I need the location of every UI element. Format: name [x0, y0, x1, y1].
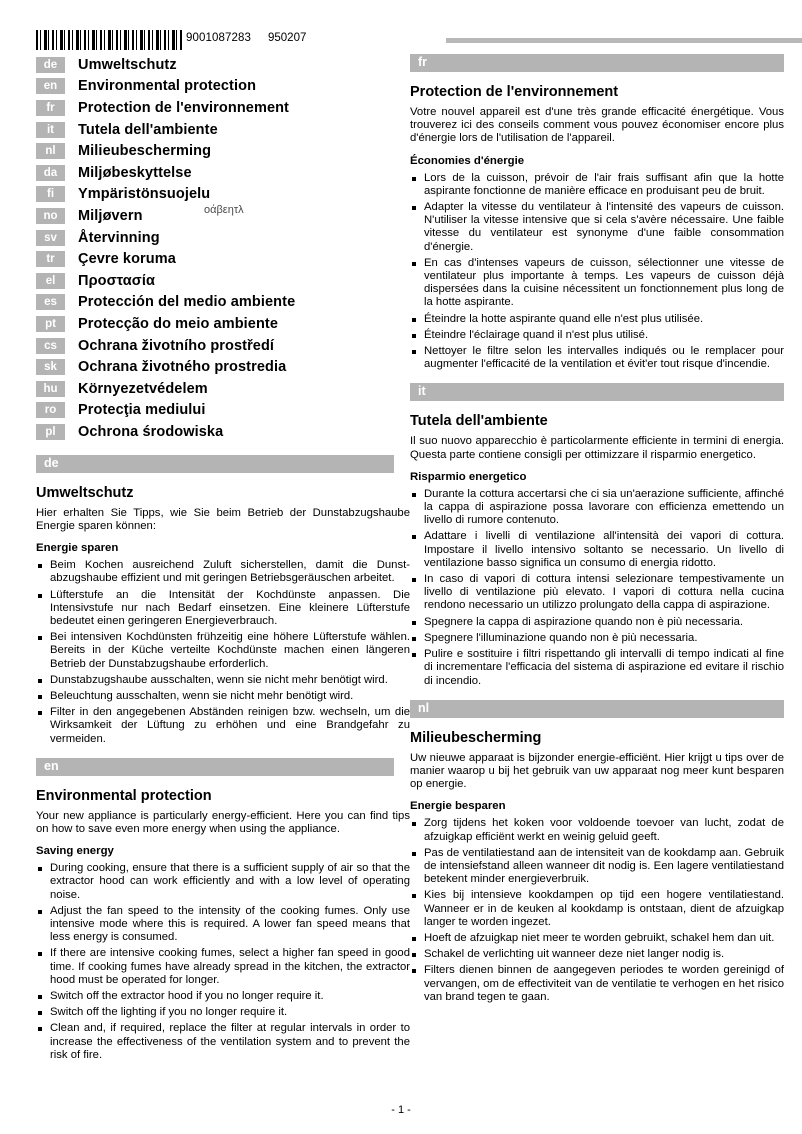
list-item: Switch off the lighting if you no longer require it.: [36, 1006, 410, 1019]
toc-item-en[interactable]: [36, 76, 410, 98]
toc-item-sv[interactable]: [36, 227, 410, 249]
list-item: Pulire e sostituire i filtri rispettando gli intervalli di tempo indicati al fine di incrementare l'efficacia del sistema di aspirazione ed evitare il rischio di incendio.: [410, 648, 784, 688]
section-bullets-fr: [410, 172, 784, 372]
list-item: Durante la cottura accertarsi che ci sia un'aerazione sufficiente, affinché la cappa di aspirazione possa lavorare con efficienza emettendo un livello di rumore contenuto.: [410, 488, 784, 528]
section-intro-en: Your new appliance is particularly energy-efficient. Here you can find tips on how to save even more energy when using the appliance.: [36, 809, 410, 835]
list-item: Bei intensiven Kochdünsten frühzeitig eine höhere Lüfterstufe wählen. Bereits in der Küche verteilte Kochdünste machen einen längeren Betrieb der Dunstabzugshaube erforderlich.: [36, 631, 410, 671]
list-item: Pas de ventilatiestand aan de intensiteit van de kookdamp aan. Gebruik de intensiefstand alleen wanneer dit nodig is. Een lagere ventilatiestand betekent minder energieverbruik.: [410, 847, 784, 887]
language-toc: [36, 54, 410, 443]
lang-chip-da: da: [36, 165, 65, 181]
toc-item-de[interactable]: [36, 54, 410, 76]
section-title-en: Environmental protection: [36, 787, 212, 804]
toc-item-cs[interactable]: [36, 335, 410, 357]
section-intro-fr: Votre nouvel appareil est d'une très grande efficacité énergétique. Vous trouverez ici des conseils comment vous pouvez économiser encore plus d'énergie lors de l'utilisation de l'appareil.: [410, 106, 784, 145]
toc-item-no[interactable]: [36, 205, 410, 227]
section-subtitle-en: Saving energy: [36, 845, 114, 858]
list-item: Éteindre l'éclairage quand il n'est plus utilisé.: [410, 329, 784, 342]
section-code-fr: fr: [418, 55, 428, 69]
lang-chip-de: de: [36, 57, 65, 73]
page-number: - 1 -: [391, 1104, 411, 1116]
section-intro-it: Il suo nuovo apparecchio è particolarmente efficiente in termini di energia. Questa parte contiene consigli per ottimizzare il risparmio energetico.: [410, 435, 784, 461]
list-item: Adjust the fan speed to the intensity of the cooking fumes. Only use intensive mode where this is required. A lower fan speed means that less energy is consumed.: [36, 905, 410, 945]
toc-title-nl: Milieubescherming: [78, 143, 212, 160]
section-code-nl: nl: [418, 700, 430, 715]
lang-chip-pl: pl: [36, 424, 65, 440]
barcode-number: 9001087283: [186, 32, 251, 44]
section-title-fr: Protection de l'environnement: [410, 84, 619, 100]
section-bullets-de: [36, 559, 410, 746]
toc-title-ro: Protecţia mediului: [78, 402, 206, 419]
toc-title-sk: Ochrana životného prostredia: [78, 359, 287, 376]
toc-title-de: Umweltschutz: [78, 56, 177, 73]
lang-chip-sv: sv: [36, 230, 65, 246]
list-item: Schakel de verlichting uit wanneer deze niet langer nodig is.: [410, 948, 784, 961]
toc-title-fr: Protection de l'environnement: [78, 99, 289, 116]
section-bullets-en: [36, 862, 410, 1062]
section-intro-nl: Uw nieuwe apparaat is bijzonder energie-efficiënt. Hier krijgt u tips over de manier waarop u bij het gebruik van uw apparaat nog meer kunt besparen op energie.: [410, 751, 784, 791]
lang-chip-hu: hu: [36, 381, 65, 397]
list-item: During cooking, ensure that there is a sufficient supply of air so that the extractor hood can work efficiently and with a low level of operating noise.: [36, 862, 410, 902]
list-item: Clean and, if required, replace the filter at regular intervals in order to increase the effectiveness of the ventilation system and to prevent the risk of fire.: [36, 1022, 410, 1062]
list-item: Zorg tijdens het koken voor voldoende toevoer van lucht, zodat de afzuigkap efficiënt werkt en weinig geluid geeft.: [410, 817, 784, 843]
toc-title-pl: Ochrona środowiska: [78, 423, 224, 440]
list-item: In caso di vapori di cottura intensi selezionare tempestivamente un livello di ventilazione più elevato. I vapori di cottura nella cucina rendono necessario un utilizzo prolungato della cappa di aspirazione.: [410, 573, 784, 613]
section-subtitle-de: Energie sparen: [36, 542, 119, 555]
toc-title-cs: Ochrana životního prostředí: [78, 337, 275, 354]
toc-title-fi: Ympäristönsuojelu: [78, 186, 211, 203]
toc-watermark-text: οάβεητλ: [204, 204, 244, 216]
section-subtitle-fr: Économies d'énergie: [410, 154, 525, 167]
toc-title-hu: Környezetvédelem: [78, 380, 208, 397]
section-code-en: en: [44, 758, 59, 773]
lang-chip-it: it: [36, 122, 65, 138]
list-item: Adattare i livelli di ventilazione all'intensità dei vapori di cottura. Impostare il livello intensivo soltanto se necessario. Un livello di ventilazione basso significa un consumo di energia ridotto.: [410, 530, 784, 570]
toc-item-sk[interactable]: [36, 356, 410, 378]
section-header-en: [36, 758, 394, 776]
section-bullets-it: [410, 488, 784, 688]
section-header-fr: [410, 54, 784, 72]
toc-item-tr[interactable]: [36, 248, 410, 270]
list-item: Kies bij intensieve kookdampen op tijd een hogere ventilatiestand. Wanneer er in de keuken al kookdamp is ontstaan, dient de afzuigkap langer te worden ingezet.: [410, 889, 784, 929]
section-bullets-nl: [410, 817, 784, 1004]
toc-title-pt: Protecção do meio ambiente: [78, 315, 279, 332]
lang-chip-fi: fi: [36, 186, 65, 202]
section-title-de: Umweltschutz: [36, 484, 134, 501]
list-item: Spegnere la cappa di aspirazione quando non è più necessaria.: [410, 616, 784, 629]
list-item: Spegnere l'illuminazione quando non è più necessaria.: [410, 632, 784, 645]
toc-title-es: Protección del medio ambiente: [78, 294, 296, 311]
toc-title-no: Miljøvern: [78, 207, 143, 224]
toc-item-nl[interactable]: [36, 140, 410, 162]
section-subtitle-nl: Energie besparen: [410, 800, 506, 813]
section-subtitle-it: Risparmio energetico: [410, 470, 527, 483]
lang-chip-cs: cs: [36, 338, 65, 354]
lang-chip-sk: sk: [36, 359, 65, 375]
list-item: Filter in den angegebenen Abständen reinigen bzw. wechseln, um die Wirksamkeit der Lüftung zu erhöhen und eine Brandgefahr zu vermeiden.: [36, 706, 410, 746]
list-item: Adapter la vitesse du ventilateur à l'intensité des vapeurs de cuisson. N'utiliser la vitesse intensive que si cela s'avère nécessaire. Une faible vitesse du ventilateur est synonyme d'une faible consommation d'énergie.: [410, 201, 784, 254]
section-intro-de: Hier erhalten Sie Tipps, wie Sie beim Betrieb der Dunstabzugshaube Energie sparen können:: [36, 506, 410, 532]
toc-item-el[interactable]: [36, 270, 410, 292]
section-header-de: [36, 455, 394, 473]
toc-item-fr[interactable]: [36, 97, 410, 119]
section-code-it: it: [418, 384, 426, 399]
lang-chip-en: en: [36, 78, 65, 94]
list-item: Hoeft de afzuigkap niet meer te worden gebruikt, schakel hem dan uit.: [410, 932, 784, 945]
section-header-it: [410, 383, 784, 401]
lang-chip-tr: tr: [36, 251, 65, 267]
list-item: Switch off the extractor hood if you no longer require it.: [36, 990, 410, 1003]
section-title-nl: Milieubescherming: [410, 729, 542, 746]
right-column: [410, 54, 784, 1007]
lang-chip-es: es: [36, 294, 65, 310]
toc-item-pl[interactable]: [36, 421, 410, 443]
toc-title-da: Miljøbeskyttelse: [78, 164, 192, 181]
left-column: [36, 54, 410, 1065]
list-item: Nettoyer le filtre selon les intervalles indiqués ou le remplacer pour augmenter l'efficacité de la ventilation et évit'er tout risque d'incendie.: [410, 345, 784, 371]
list-item: Filters dienen binnen de aangegeven periodes te worden gereinigd of vervangen, om de effectiviteit van de ventilatie te verhogen en het risico van brand tegen te gaan.: [410, 964, 784, 1004]
list-item: If there are intensive cooking fumes, select a higher fan speed in good time. If cooking fumes have already spread in the kitchen, the extractor hood must be operated for longer.: [36, 947, 410, 987]
list-item: Beleuchtung ausschalten, wenn sie nicht mehr benötigt wird.: [36, 690, 410, 703]
toc-item-da[interactable]: [36, 162, 410, 184]
lang-chip-no: no: [36, 208, 65, 224]
toc-item-es[interactable]: [36, 292, 410, 314]
header-rule: [446, 38, 802, 43]
toc-item-fi[interactable]: [36, 184, 410, 206]
toc-item-hu[interactable]: [36, 378, 410, 400]
lang-chip-fr: fr: [36, 100, 65, 116]
toc-title-en: Environmental protection: [78, 78, 257, 95]
barcode-icon: [36, 30, 184, 50]
list-item: Éteindre la hotte aspirante quand elle n'est plus utilisée.: [410, 313, 784, 326]
list-item: Dunstabzugshaube ausschalten, wenn sie nicht mehr benötigt wird.: [36, 674, 410, 687]
lang-chip-nl: nl: [36, 143, 65, 159]
toc-title-it: Tutela dell'ambiente: [78, 121, 218, 138]
lang-chip-pt: pt: [36, 316, 65, 332]
section-title-it: Tutela dell'ambiente: [410, 413, 548, 430]
barcode-date-code: 950207: [268, 32, 307, 44]
toc-item-it[interactable]: [36, 119, 410, 141]
list-item: Lüfterstufe an die Intensität der Kochdünste anpassen. Die Intensivstufe nur nach Bedarf einsetzen. Eine kleinere Lüfterstufe bedeutet einen geringeren Energieverbrauch.: [36, 589, 410, 629]
toc-title-tr: Çevre koruma: [78, 251, 176, 268]
list-item: Beim Kochen ausreichend Zuluft sicherstellen, damit die Dunstabzugshaube effizient und mit geringen Betriebsgeräuschen arbeitet.: [36, 559, 410, 585]
list-item: En cas d'intenses vapeurs de cuisson, sélectionner une vitesse de ventilateur plus importante à temps. Les vapeurs de cuisson déjà dispersées dans la cuisine nécessitent un fonctionnement plus long de la hotte aspirante.: [410, 257, 784, 310]
toc-item-ro[interactable]: [36, 400, 410, 422]
header-bar: [36, 30, 768, 52]
section-header-nl: [410, 700, 784, 718]
toc-item-pt[interactable]: [36, 313, 410, 335]
list-item: Lors de la cuisson, prévoir de l'air frais suffisant afin que la hotte aspirante fonctionne de manière efficace en produisant peu de bruit.: [410, 172, 784, 198]
section-code-de: de: [44, 455, 59, 470]
toc-title-sv: Återvinning: [78, 229, 160, 246]
lang-chip-ro: ro: [36, 402, 65, 418]
toc-title-el: Προστασία: [78, 272, 155, 289]
lang-chip-el: el: [36, 273, 65, 289]
